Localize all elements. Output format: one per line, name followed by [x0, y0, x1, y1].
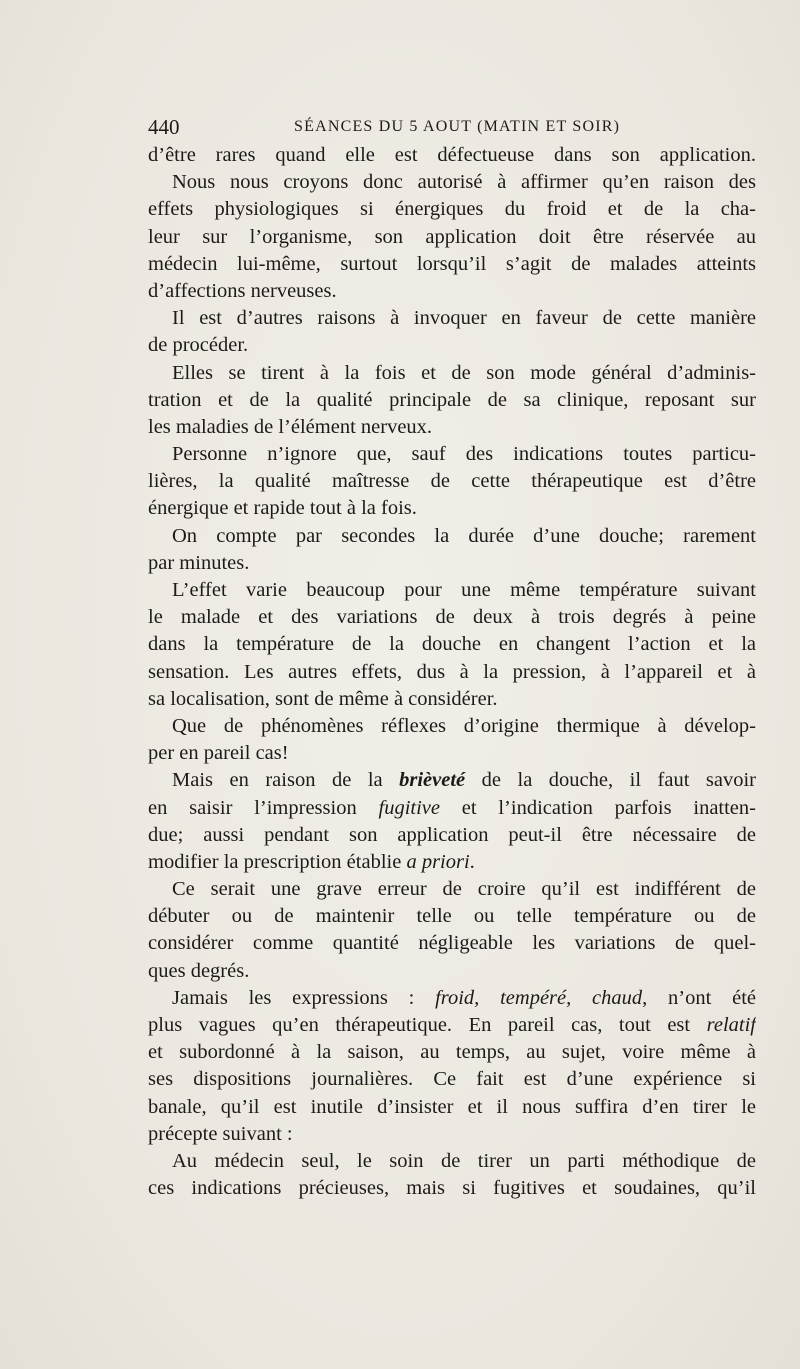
page-number: 440	[148, 115, 180, 139]
text-line: Mais en raison de la brièveté de la douche, il faut savoir	[172, 769, 756, 792]
body-text	[148, 142, 756, 1202]
emphasis: froid, tempéré, chaud	[435, 986, 643, 1009]
text-line: énergique et rapide tout à la fois.	[148, 497, 417, 520]
text-line: sa localisation, sont de même à considérer.	[148, 687, 498, 710]
text-line: plus vagues qu’en thérapeutique. En pareil cas, tout est relatif	[148, 1014, 756, 1036]
text-line: Nous nous croyons donc autorisé à affirmer qu’en raison des	[172, 171, 756, 194]
text-line: due; aussi pendant son application peut-il être nécessaire de	[148, 823, 756, 846]
text-line: d’affections nerveuses.	[148, 279, 337, 302]
text-line: dans la température de la douche en changent l’action et la	[148, 633, 756, 656]
text-line: effets physiologiques si énergiques du froid et de la cha-	[148, 198, 756, 221]
text-line: Au médecin seul, le soin de tirer un parti méthodique de	[172, 1149, 756, 1172]
page-header	[148, 112, 756, 142]
text-line: On compte par secondes la durée d’une douche; rarement	[172, 524, 756, 547]
text-line: tration et de la qualité principale de sa clinique, reposant sur	[148, 388, 756, 411]
text-line: les maladies de l’élément nerveux.	[148, 415, 433, 438]
text-line: précepte suivant :	[148, 1122, 293, 1145]
emphasis: fugitive	[378, 796, 440, 819]
text-line: en saisir l’impression fugitive et l’indication parfois inatten-	[148, 796, 756, 819]
text-line: Ce serait une grave erreur de croire qu’il est indifférent de	[172, 878, 756, 901]
text-line: Il est d’autres raisons à invoquer en faveur de cette manière	[172, 307, 756, 330]
text-line: modifier la prescription établie a priori.	[148, 850, 475, 873]
text-line: banale, qu’il est inutile d’insister et il nous suffira d’en tirer le	[148, 1095, 756, 1118]
text-line: le malade et des variations de deux à trois degrés à peine	[148, 606, 756, 629]
text-line: considérer comme quantité négligeable les variations de quel-	[148, 932, 756, 955]
emphasis: a priori	[406, 850, 470, 873]
text-line: L’effet varie beaucoup pour une même température suivant	[172, 579, 756, 601]
text-line: lières, la qualité maîtresse de cette thérapeutique est d’être	[148, 470, 756, 493]
running-head: SÉANCES DU 5 AOUT (MATIN ET SOIR)	[294, 118, 621, 135]
text-line: sensation. Les autres effets, dus à la pression, à l’appareil et à	[148, 660, 756, 683]
text-line: Jamais les expressions : froid, tempéré, chaud, n’ont été	[172, 986, 756, 1009]
text-line: par minutes.	[148, 551, 250, 574]
text-line: ques degrés.	[148, 959, 250, 982]
text-line: Personne n’ignore que, sauf des indications toutes particu-	[172, 443, 756, 466]
text-line: médecin lui-même, surtout lorsqu’il s’agit de malades atteints	[148, 252, 756, 275]
text-line: débuter ou de maintenir telle ou telle température ou de	[148, 905, 756, 928]
text-line: per en pareil cas!	[148, 742, 289, 765]
text-line: ses dispositions journalières. Ce fait est d’une expérience si	[148, 1068, 756, 1091]
emphasis: relatif	[706, 1014, 756, 1036]
text-line: leur sur l’organisme, son application doit être réservée au	[148, 225, 756, 248]
text-line: ces indications précieuses, mais si fugitives et soudaines, qu’il	[148, 1177, 756, 1200]
emphasis: brièveté	[399, 769, 466, 792]
text-line: et subordonné à la saison, au temps, au sujet, voire même à	[148, 1041, 756, 1064]
text-line: Elles se tirent à la fois et de son mode général d’adminis-	[172, 361, 756, 384]
text-line: Que de phénomènes réflexes d’origine thermique à dévelop-	[172, 714, 756, 737]
text-line: de procéder.	[148, 334, 249, 357]
text-line: d’être rares quand elle est défectueuse dans son application.	[148, 144, 756, 166]
